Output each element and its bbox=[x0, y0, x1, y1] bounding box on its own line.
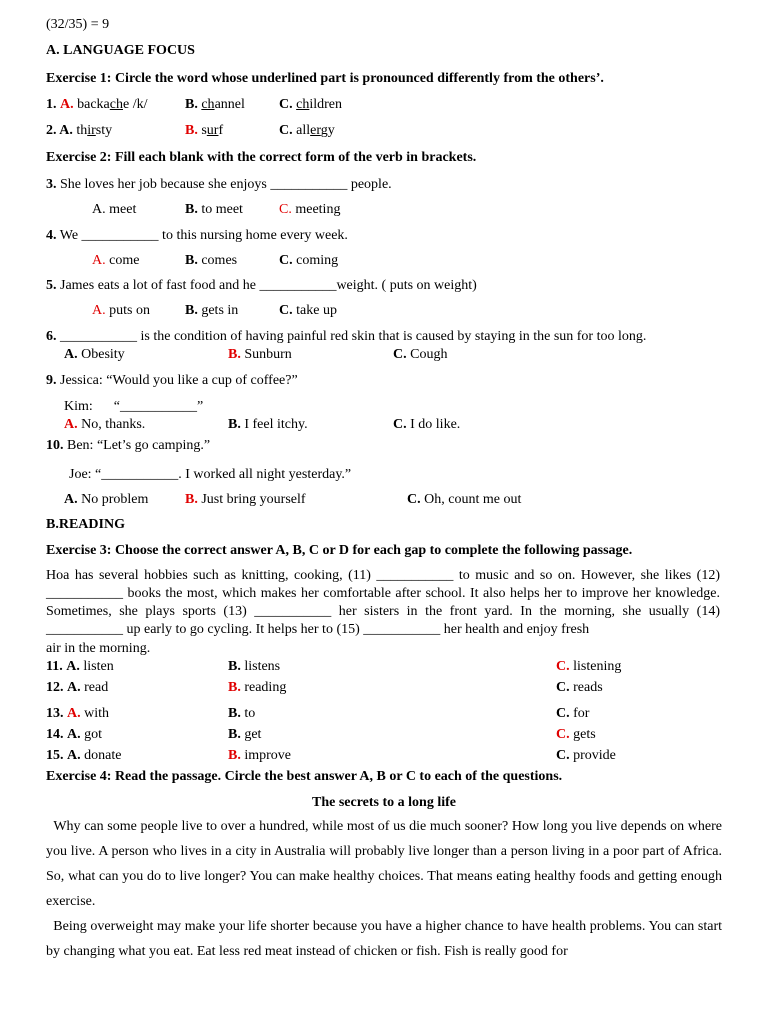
q6-option-b: B. Sunburn bbox=[228, 347, 292, 362]
q15-option-c: C. provide bbox=[556, 748, 616, 763]
question-1 bbox=[46, 96, 148, 114]
question-10: 10. Ben: “Let’s go camping.” bbox=[46, 438, 211, 453]
q3-option-b: B. to meet bbox=[185, 202, 243, 217]
q9-option-c: C. I do like. bbox=[393, 417, 461, 432]
exercise-3-passage-end: air in the morning. bbox=[46, 641, 151, 656]
q2-option-b: B. surf bbox=[185, 123, 224, 138]
q6-option-c: C. Cough bbox=[393, 347, 448, 362]
q14-option-c: C. gets bbox=[556, 727, 596, 742]
q1-option-a-letter: A. bbox=[60, 97, 74, 112]
q11-option-b: B. listens bbox=[228, 659, 281, 674]
q10-joe-line: Joe: “___________. I worked all night yesterday.” bbox=[69, 467, 352, 482]
question-4: 4. We ___________ to this nursing home every week. bbox=[46, 228, 348, 243]
q10-option-c: C. Oh, count me out bbox=[407, 492, 522, 507]
q10-option-a: A. No problem bbox=[64, 492, 149, 507]
q13-option-b: B. to bbox=[228, 706, 256, 721]
q5-option-c: C. take up bbox=[279, 303, 337, 318]
q4-option-a: A. come bbox=[92, 253, 140, 268]
q13-option-a: 13. A. with bbox=[46, 706, 110, 721]
q12-option-b: B. reading bbox=[228, 680, 287, 695]
q12-option-a: 12. A. read bbox=[46, 680, 109, 695]
passage-title: The secrets to a long life bbox=[312, 795, 456, 810]
q5-option-a: A. puts on bbox=[92, 303, 150, 318]
q14-option-a: 14. A. got bbox=[46, 727, 103, 742]
exercise-4-paragraph-1: Why can some people live to over a hundred, while most of us die much sooner? How long you live depends on where you live. A person who lives in a city in Australia will probably live longer than a person living in a poor part of Africa. So, what can you do to live longer? You can make healthy choices. That means eating healthy foods and getting enough exercise. bbox=[46, 819, 726, 909]
q1-option-c: C. children bbox=[279, 97, 342, 112]
q3-option-a: A. meet bbox=[92, 202, 137, 217]
q9-option-b: B. I feel itchy. bbox=[228, 417, 308, 432]
q4-option-b: B. comes bbox=[185, 253, 238, 268]
q5-option-b: B. gets in bbox=[185, 303, 239, 318]
exercise-4-paragraph-2: Being overweight may make your life shorter because you have a higher chance to have health problems. You can start by changing what you eat. Eat less red meat instead of chicken or fish. Fish is really good for bbox=[46, 919, 726, 959]
question-9: 9. Jessica: “Would you like a cup of coffee?” bbox=[46, 373, 298, 388]
q1-option-b: B. channel bbox=[185, 97, 245, 112]
exercise-3-title: Exercise 3: Choose the correct answer A, B, C or D for each gap to complete the following passage. bbox=[46, 543, 633, 558]
q2-option-a: thirsty bbox=[76, 123, 113, 138]
question-2: 2. A. thirsty bbox=[46, 123, 113, 138]
q9-option-a: A. No, thanks. bbox=[64, 417, 146, 432]
q3-option-c: C. meeting bbox=[279, 202, 341, 217]
exercise-3-passage: Hoa has several hobbies such as knitting, cooking, (11) ___________ to music and so on. However, she likes (12) ___________ books the most, which makes her comfortable after school. It also helps her to improve her knowledge. Sometimes, she plays sports (13) ___________ her sisters in the front yard. In the morning, she usually (14) ___________ up early to go cycling. It helps her to (15) ___________ her health and enjoy fresh bbox=[46, 568, 720, 637]
q1-option-a: backache /k/ bbox=[77, 97, 148, 112]
section-a-title: A. LANGUAGE FOCUS bbox=[46, 43, 195, 58]
question-6: 6. ___________ is the condition of having painful red skin that is caused by staying in the sun for too long. bbox=[46, 329, 647, 344]
section-b-title: B.READING bbox=[46, 517, 125, 532]
q6-option-a: A. Obesity bbox=[64, 347, 125, 362]
q10-option-b: B. Just bring yourself bbox=[185, 492, 306, 507]
q12-option-c: C. reads bbox=[556, 680, 603, 695]
q2-option-c: C. allergy bbox=[279, 123, 335, 138]
score: (32/35) = 9 bbox=[46, 17, 110, 32]
exercise-4-title: Exercise 4: Read the passage. Circle the best answer A, B or C to each of the questions. bbox=[46, 769, 563, 784]
q14-option-b: B. get bbox=[228, 727, 262, 742]
q15-option-b: B. improve bbox=[228, 748, 291, 763]
q11-option-c: C. listening bbox=[556, 659, 622, 674]
exercise-2-title: Exercise 2: Fill each blank with the correct form of the verb in brackets. bbox=[46, 150, 477, 165]
q4-option-c: C. coming bbox=[279, 253, 339, 268]
exercise-1-title: Exercise 1: Circle the word whose underlined part is pronounced differently from the others’. bbox=[46, 71, 604, 86]
q13-option-c: C. for bbox=[556, 706, 590, 721]
q11-option-a: 11. A. listen bbox=[46, 659, 114, 674]
question-5: 5. James eats a lot of fast food and he ___________weight. ( puts on weight) bbox=[46, 278, 477, 293]
q9-kim-line: Kim: “___________” bbox=[64, 399, 204, 414]
q15-option-a: 15. A. donate bbox=[46, 748, 122, 763]
q1-number: 1. bbox=[46, 97, 57, 112]
question-3: 3. She loves her job because she enjoys ___________ people. bbox=[46, 177, 392, 192]
